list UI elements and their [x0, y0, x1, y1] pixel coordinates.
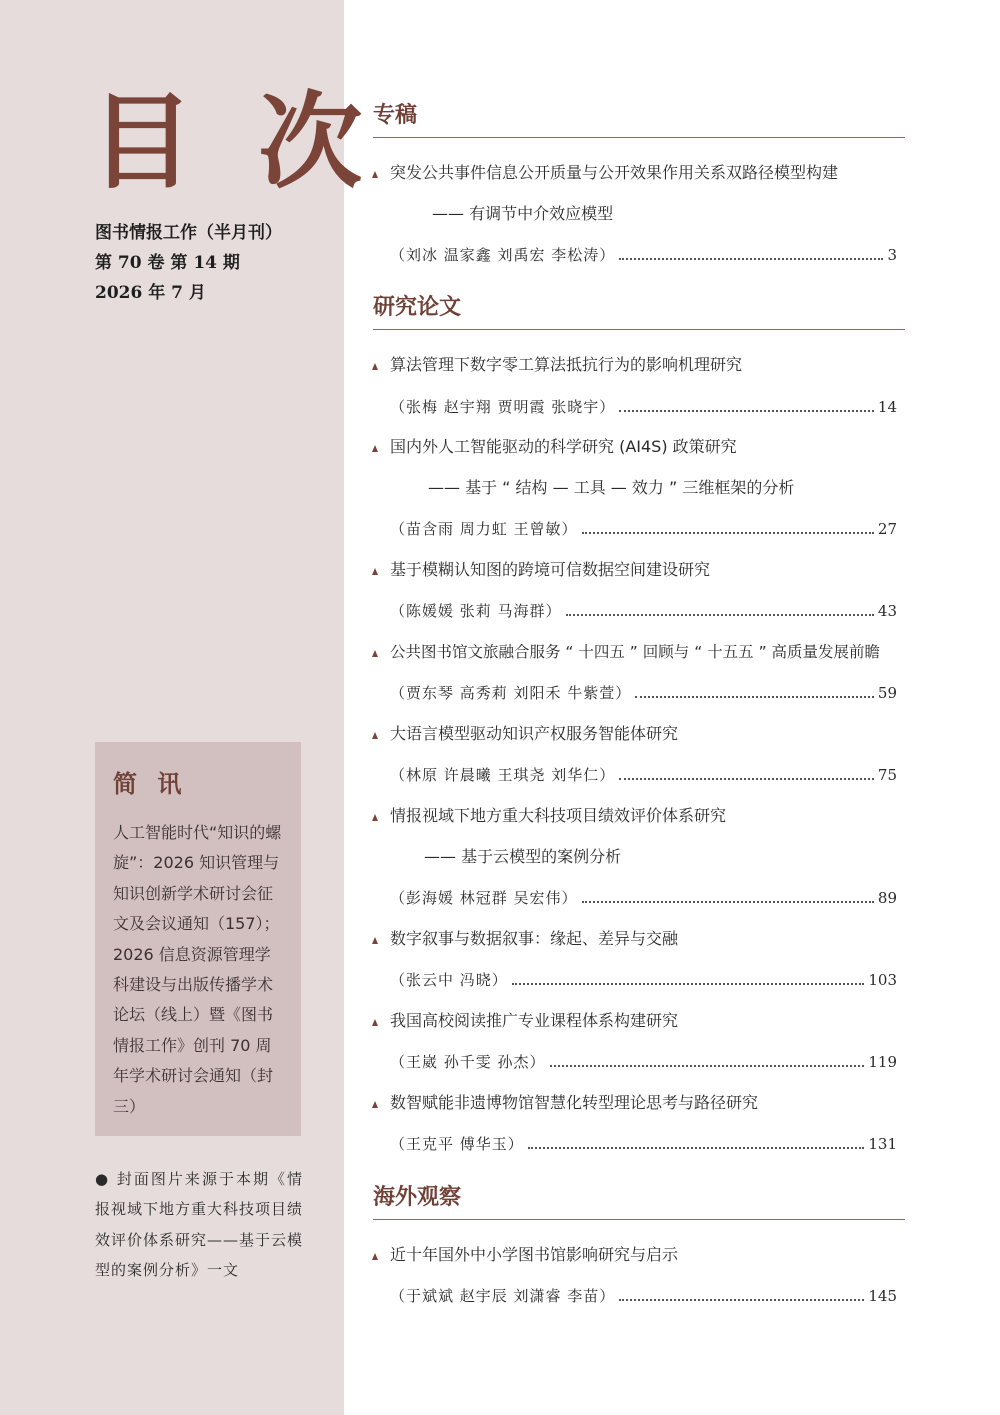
article-authors-line [390, 764, 897, 786]
journal-info [95, 218, 282, 308]
article-authors-line [390, 887, 897, 909]
bullet-triangle-icon [372, 1101, 378, 1108]
bullet-triangle-icon [372, 937, 378, 944]
journal-name: 图书情报工作（半月刊） [95, 223, 282, 243]
page-number[interactable]: 75 [877, 766, 897, 784]
dot-leader [582, 532, 874, 534]
bullet-triangle-icon [372, 650, 378, 657]
dot-leader [512, 983, 865, 985]
article-authors: （林原 许晨曦 王琪尧 刘华仁） [390, 766, 616, 784]
article-authors-line [390, 600, 897, 622]
page-number[interactable]: 89 [877, 889, 897, 907]
dot-leader [566, 614, 874, 616]
article-title[interactable]: 数智赋能非遗博物馆智慧化转型理论思考与路径研究 [390, 1093, 759, 1112]
article-title[interactable]: 数字叙事与数据叙事：缘起、差异与交融 [390, 929, 679, 948]
article-authors-line [390, 1133, 897, 1155]
sidebar [0, 0, 377, 1415]
article-authors-line [390, 1285, 897, 1307]
article-authors-line [390, 244, 897, 266]
dot-leader [550, 1065, 865, 1067]
dot-leader [635, 696, 874, 698]
dot-leader [619, 258, 883, 260]
article-title[interactable]: 国内外人工智能驱动的科学研究 (AI4S) 政策研究 [390, 437, 737, 456]
article-authors: （张梅 赵宇翔 贾明霞 张晓宇） [390, 398, 616, 416]
article-subtitle: —— 基于云模型的案例分析 [424, 847, 622, 866]
news-box [95, 742, 301, 1136]
article-authors: （张云中 冯晓） [390, 971, 508, 989]
section-heading: 海外观察 [373, 1183, 905, 1220]
contents-title: 目 次 [90, 81, 377, 203]
article-authors: （于斌斌 赵宇辰 刘潇睿 李苗） [390, 1287, 616, 1305]
page-number[interactable]: 59 [877, 684, 897, 702]
section-heading: 专稿 [373, 101, 905, 138]
article-title[interactable]: 算法管理下数字零工算法抵抗行为的影响机理研究 [390, 355, 743, 374]
page-number[interactable]: 103 [868, 971, 897, 989]
article-authors-line [390, 682, 897, 704]
page-number[interactable]: 119 [868, 1053, 897, 1071]
article-authors-line [390, 396, 897, 418]
article-authors-line [390, 1051, 897, 1073]
article-title[interactable]: 大语言模型驱动知识产权服务智能体研究 [390, 724, 679, 743]
dot-leader [619, 1299, 864, 1301]
page-number[interactable]: 131 [868, 1135, 897, 1153]
article-authors: （王崴 孙千雯 孙杰） [390, 1053, 546, 1071]
page-number[interactable]: 3 [887, 246, 897, 264]
bullet-triangle-icon [372, 1253, 378, 1260]
article-authors: （刘冰 温家鑫 刘禹宏 李松涛） [390, 246, 616, 264]
dot-leader [528, 1147, 865, 1149]
dot-leader [582, 901, 874, 903]
article-authors-line [390, 969, 897, 991]
article-title[interactable]: 基于模糊认知图的跨境可信数据空间建设研究 [390, 560, 711, 579]
dot-leader [619, 410, 874, 412]
news-text: 人工智能时代“知识的螺旋”：2026 知识管理与知识创新学术研讨会征文及会议通知（157）；2026 信息资源管理学科建设与出版传播学术论坛（线上）暨《图书情报工作》创刊 70 周年学术研讨会通知（封三） [113, 823, 282, 1116]
bullet-triangle-icon [372, 732, 378, 739]
page-number[interactable]: 27 [877, 520, 897, 538]
article-title[interactable]: 公共图书馆文旅融合服务 “ 十四五 ” 回顾与 “ 十五五 ” 高质量发展前瞻 [390, 643, 881, 661]
page-number[interactable]: 145 [868, 1287, 897, 1305]
bullet-triangle-icon [372, 445, 378, 452]
issue-date: 2026 年 7 月 [95, 283, 206, 303]
cover-note: ● 封面图片来源于本期《情报视域下地方重大科技项目绩效评价体系研究——基于云模型的案例分析》一文 [95, 1170, 304, 1280]
article-subtitle: —— 基于 “ 结构 — 工具 — 效力 ” 三维框架的分析 [428, 478, 795, 497]
news-title: 简 讯 [113, 770, 188, 798]
volume-issue: 第 70 卷 第 14 期 [95, 253, 240, 273]
article-authors: （贾东琴 高秀莉 刘阳禾 牛紫萱） [390, 684, 632, 702]
article-subtitle: —— 有调节中介效应模型 [432, 204, 614, 223]
article-authors: （王克平 傅华玉） [390, 1135, 524, 1153]
article-title[interactable]: 突发公共事件信息公开质量与公开效果作用关系双路径模型构建 [390, 163, 839, 182]
bullet-triangle-icon [372, 171, 378, 178]
article-authors: （彭海媛 林冠群 吴宏伟） [390, 889, 578, 907]
article-title[interactable]: 近十年国外中小学图书馆影响研究与启示 [390, 1245, 679, 1264]
bullet-triangle-icon [372, 814, 378, 821]
article-authors-line [390, 518, 897, 540]
section-heading: 研究论文 [373, 293, 905, 330]
page-number[interactable]: 14 [877, 398, 897, 416]
article-title[interactable]: 我国高校阅读推广专业课程体系构建研究 [390, 1011, 679, 1030]
bullet-triangle-icon [372, 363, 378, 370]
bullet-triangle-icon [372, 568, 378, 575]
bullet-triangle-icon [372, 1019, 378, 1026]
article-authors: （陈媛媛 张莉 马海群） [390, 602, 562, 620]
article-authors: （苗含雨 周力虹 王曾敏） [390, 520, 578, 538]
page-number[interactable]: 43 [877, 602, 897, 620]
article-title[interactable]: 情报视域下地方重大科技项目绩效评价体系研究 [390, 806, 727, 825]
dot-leader [619, 778, 874, 780]
